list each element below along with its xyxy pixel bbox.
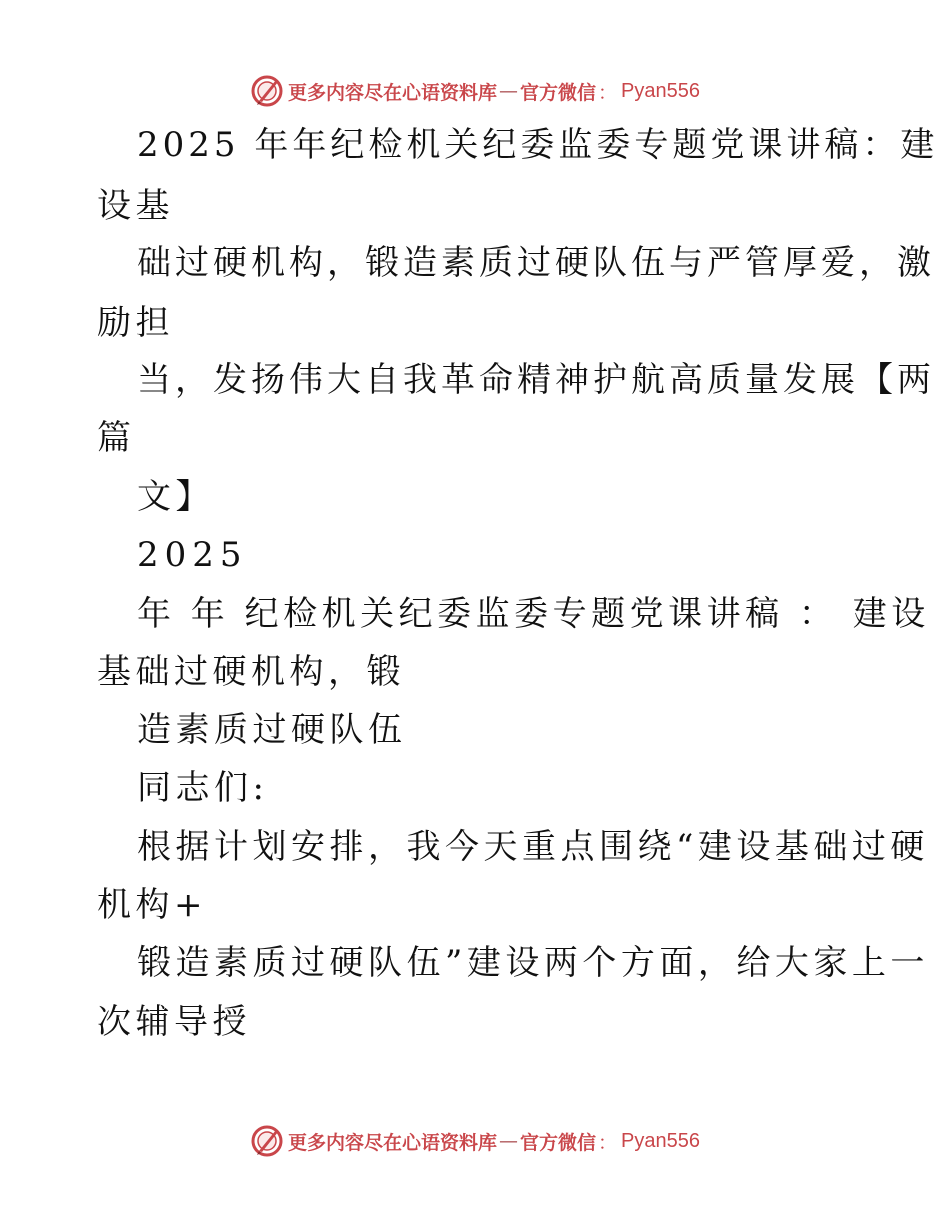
watermark-handle: Pyan556 — [621, 79, 700, 102]
watermark-text: 更多内容尽在心语资料库 — [287, 81, 497, 104]
doc-line: 篇 — [97, 418, 136, 458]
doc-line: 励担 — [97, 303, 174, 343]
watermark-dash: — — [499, 1130, 518, 1152]
doc-line: 同志们: — [137, 768, 269, 808]
watermark-dash: — — [499, 80, 518, 102]
quill-logo-icon — [250, 1124, 284, 1158]
doc-line: 2025 — [137, 535, 248, 575]
watermark-colon: ： — [598, 81, 618, 104]
doc-line: 根据计划安排，我今天重点围绕“建设基础过硬 — [137, 827, 929, 867]
doc-line: 文】 — [137, 477, 214, 517]
watermark-handle: Pyan556 — [621, 1129, 700, 1152]
doc-line: 次辅导授 — [97, 1002, 251, 1042]
doc-line: 机构+ — [97, 885, 207, 925]
watermark-colon: ： — [598, 1131, 618, 1154]
watermark-text: 更多内容尽在心语资料库 — [287, 1131, 497, 1154]
doc-line: 当，发扬伟大自我革命精神护航高质量发展【两 — [137, 360, 935, 400]
watermark-wechat-label: 官方微信 — [520, 81, 597, 104]
doc-line: 设基 — [97, 186, 174, 226]
doc-line: 年 年 纪检机关纪委监委专题党课讲稿 ： 建设 — [137, 594, 930, 634]
doc-line: 造素质过硬队伍 — [137, 710, 407, 750]
doc-line: 基础过硬机构，锻 — [97, 652, 405, 692]
watermark-wechat-label: 官方微信 — [520, 1131, 597, 1154]
footer-watermark-banner — [0, 1121, 950, 1161]
doc-line: 锻造素质过硬队伍”建设两个方面，给大家上一 — [137, 943, 929, 983]
doc-line: 2025 年年纪检机关纪委监委专题党课讲稿：建 — [137, 125, 939, 165]
doc-line: 础过硬机构，锻造素质过硬队伍与严管厚爱，激 — [137, 243, 935, 283]
